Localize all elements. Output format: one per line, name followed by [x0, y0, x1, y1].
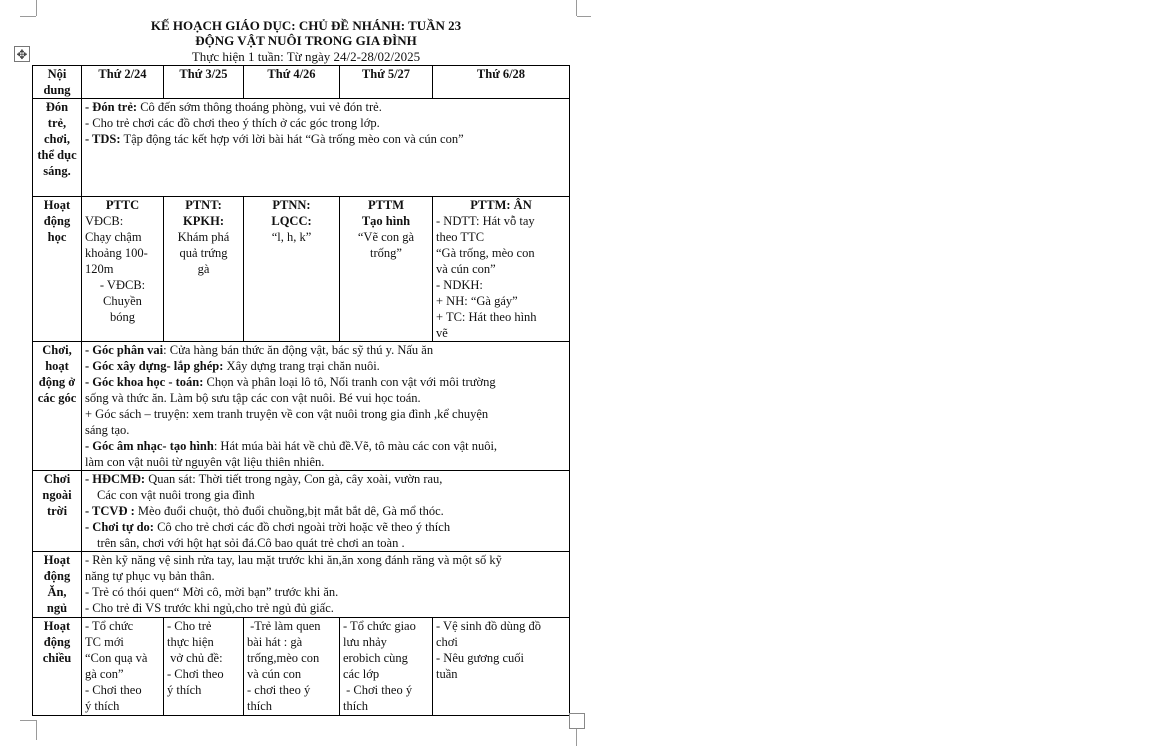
- row-corners: [33, 342, 570, 471]
- learning-fri: [433, 197, 570, 342]
- eat-sleep-l4: - Cho trẻ đi VS trước khi ngủ,cho trẻ ngủ đủ giấc.: [85, 601, 334, 615]
- afternoon-thu-line: thích: [343, 699, 368, 713]
- afternoon-thu: [340, 618, 433, 716]
- learning-fri-line: + TC: Hát theo hình: [436, 310, 537, 324]
- learning-mon: [82, 197, 164, 342]
- corners-l3-title: - Góc khoa học - toán:: [85, 375, 204, 389]
- learning-fri-line: + NH: “Gà gáy”: [436, 294, 518, 308]
- learning-mon-line: bóng: [110, 310, 135, 324]
- table-resize-handle-icon[interactable]: [569, 713, 585, 729]
- crop-mark: [20, 16, 36, 17]
- crop-mark: [36, 0, 37, 16]
- crop-mark: [576, 0, 577, 16]
- lesson-plan-table: [32, 65, 570, 716]
- welcome-l3-title: - TDS:: [85, 132, 121, 146]
- row-label-afternoon: Hoạt động chiều: [33, 618, 82, 716]
- learning-thu-subtitle: Tạo hình: [361, 214, 411, 228]
- header-day-wed: Thứ 4/26: [244, 66, 340, 99]
- learning-tue-line: Khám phá: [177, 230, 230, 244]
- learning-fri-line: vẽ: [436, 326, 448, 340]
- learning-wed-subtitle: LQCC:: [271, 214, 312, 228]
- corners-l8: làm con vật nuôi từ nguyên vật liệu thiên nhiên.: [85, 455, 325, 469]
- afternoon-wed-line: và cún con: [247, 667, 302, 681]
- learning-thu-line: trống”: [370, 246, 402, 260]
- learning-thu-line: “Vẽ con gà: [357, 230, 415, 244]
- learning-tue-line: gà: [197, 262, 210, 276]
- learning-mon-line: VĐCB:: [85, 214, 124, 228]
- afternoon-mon-line: ý thích: [85, 699, 120, 713]
- welcome-content: [82, 99, 570, 197]
- row-outdoor: [33, 471, 570, 552]
- welcome-l1: Cô đến sớm thông thoáng phòng, vui vẻ đón trẻ.: [137, 100, 382, 114]
- row-afternoon: [33, 618, 570, 716]
- afternoon-thu-line: lưu nhảy: [343, 635, 387, 649]
- outdoor-l3-title: - TCVĐ :: [85, 504, 135, 518]
- header-content-label: Nội dung: [33, 66, 82, 99]
- afternoon-wed-line: thích: [247, 699, 272, 713]
- outdoor-l1: Quan sát: Thời tiết trong ngày, Con gà, cây xoài, vườn rau,: [145, 472, 443, 486]
- crop-mark: [20, 720, 36, 721]
- corners-l7: : Hát múa bài hát về chủ đề.Vẽ, tô màu các con vật nuôi,: [213, 439, 498, 453]
- learning-mon-line: Chạy chậm: [85, 230, 142, 244]
- afternoon-fri-line: chơi: [436, 635, 458, 649]
- doc-topic: ĐỘNG VẬT NUÔI TRONG GIA ĐÌNH: [195, 33, 417, 48]
- learning-mon-line: Chuyền: [103, 294, 142, 308]
- move-handle-icon[interactable]: ✥: [14, 46, 30, 62]
- corners-l7-title: - Góc âm nhạc- tạo hình: [85, 439, 214, 453]
- crop-mark: [576, 726, 577, 746]
- learning-thu: [340, 197, 433, 342]
- afternoon-wed-line: bài hát : gà: [247, 635, 303, 649]
- row-label-learning: Hoạt động học: [33, 197, 82, 342]
- learning-tue-title: PTNT:: [185, 198, 222, 212]
- welcome-l1-title: - Đón trẻ:: [85, 100, 138, 114]
- afternoon-mon-line: gà con”: [85, 667, 124, 681]
- corners-l5: + Góc sách – truyện: xem tranh truyện về con vật nuôi trong gia đình ,kể chuyện: [85, 407, 489, 421]
- eat-sleep-content: [82, 552, 570, 618]
- doc-date-range: Thực hiện 1 tuần: Từ ngày 24/2-28/02/2025: [191, 49, 421, 64]
- crop-mark: [577, 16, 591, 17]
- afternoon-thu-line: - Chơi theo ý: [343, 683, 413, 697]
- row-label-corners: Chơi, hoạt động ở các góc: [33, 342, 82, 471]
- learning-mon-line: 120m: [85, 262, 114, 276]
- eat-sleep-l3: - Trẻ có thói quen“ Mời cô, mời bạn” trước khi ăn.: [85, 585, 339, 599]
- afternoon-mon: [82, 618, 164, 716]
- afternoon-thu-line: các lớp: [343, 667, 380, 681]
- afternoon-mon-line: “Con quạ và: [85, 651, 148, 665]
- afternoon-tue: [164, 618, 244, 716]
- afternoon-tue-line: thực hiện: [167, 635, 214, 649]
- crop-mark: [36, 720, 37, 740]
- afternoon-tue-line: - Cho trẻ: [167, 619, 212, 633]
- row-label-outdoor: Chơi ngoài trời: [33, 471, 82, 552]
- welcome-l3: Tập động tác kết hợp với lời bài hát “Gà trống mèo con và cún con”: [120, 132, 464, 146]
- corners-l1: : Cửa hàng bán thức ăn động vật, bác sỹ thú y. Nấu ăn: [163, 343, 434, 357]
- learning-tue-subtitle: KPKH:: [183, 214, 224, 228]
- corners-l6: sáng tạo.: [85, 423, 130, 437]
- afternoon-tue-line: vở chủ đề:: [167, 651, 223, 665]
- outdoor-content: [82, 471, 570, 552]
- header-day-mon: Thứ 2/24: [82, 66, 164, 99]
- learning-wed-title: PTNN:: [272, 198, 311, 212]
- row-label-eat-sleep: Hoạt động Ăn, ngủ: [33, 552, 82, 618]
- learning-tue: [164, 197, 244, 342]
- learning-mon-title: PTTC: [105, 198, 140, 212]
- afternoon-wed-line: -Trẻ làm quen: [247, 619, 321, 633]
- learning-fri-line: theo TTC: [436, 230, 485, 244]
- learning-wed: [244, 197, 340, 342]
- afternoon-fri-line: tuần: [436, 667, 458, 681]
- header-day-tue: Thứ 3/25: [164, 66, 244, 99]
- row-eat-sleep: [33, 552, 570, 618]
- afternoon-mon-line: - Chơi theo: [85, 683, 142, 697]
- learning-fri-title: PTTM: ÂN: [470, 198, 532, 212]
- welcome-l2: - Cho trẻ chơi các đồ chơi theo ý thích ở các góc trong lớp.: [85, 116, 380, 130]
- afternoon-wed: [244, 618, 340, 716]
- row-learning: [33, 197, 570, 342]
- row-label-welcome: Đón trẻ, chơi, thể dục sáng.: [33, 99, 82, 197]
- learning-thu-title: PTTM: [367, 198, 405, 212]
- afternoon-wed-line: - chơi theo ý: [247, 683, 311, 697]
- learning-mon-line: - VĐCB:: [99, 278, 146, 292]
- learning-fri-line: và cún con”: [436, 262, 496, 276]
- learning-fri-line: - NDKH:: [436, 278, 483, 292]
- outdoor-l3: Mèo đuổi chuột, thỏ đuổi chuồng,bịt mắt bắt dê, Gà mổ thóc.: [134, 504, 444, 518]
- corners-l2: Xây dựng trang trại chăn nuôi.: [223, 359, 380, 373]
- afternoon-fri: [433, 618, 570, 716]
- table-header-row: [33, 66, 570, 99]
- outdoor-l5: trên sân, chơi với hột hạt sỏi đá.Cô bao quát trẻ chơi an toàn .: [97, 536, 405, 550]
- afternoon-wed-line: trống,mèo con: [247, 651, 320, 665]
- learning-fri-line: “Gà trống, mèo con: [436, 246, 535, 260]
- corners-l4: sống và thức ăn. Làm bộ sưu tập các con vật nuôi. Bé vui học toán.: [85, 391, 421, 405]
- afternoon-tue-line: ý thích: [167, 683, 202, 697]
- doc-title: KẾ HOẠCH GIÁO DỤC: CHỦ ĐỀ NHÁNH: TUẦN 23: [150, 18, 462, 33]
- eat-sleep-l2: năng tự phục vụ bản thân.: [85, 569, 215, 583]
- outdoor-l4: Cô cho trẻ chơi các đồ chơi ngoài trời hoặc vẽ theo ý thích: [153, 520, 451, 534]
- afternoon-fri-line: - Nêu gương cuối: [436, 651, 525, 665]
- eat-sleep-l1: - Rèn kỹ năng vệ sinh rửa tay, lau mặt trước khi ăn,ăn xong đánh răng và một số kỹ: [85, 553, 502, 567]
- outdoor-l1-title: - HĐCMĐ:: [85, 472, 146, 486]
- corners-l1-title: - Góc phân vai: [85, 343, 164, 357]
- afternoon-mon-line: TC mới: [85, 635, 124, 649]
- afternoon-mon-line: - Tổ chức: [85, 619, 134, 633]
- afternoon-thu-line: - Tổ chức giao: [343, 619, 416, 633]
- learning-wed-line: “l, h, k”: [271, 230, 312, 244]
- outdoor-l2: Các con vật nuôi trong gia đình: [97, 488, 255, 502]
- outdoor-l4-title: - Chơi tự do:: [85, 520, 154, 534]
- header-day-thu: Thứ 5/27: [340, 66, 433, 99]
- row-welcome: [33, 99, 570, 197]
- afternoon-fri-line: - Vệ sinh đồ dùng đồ: [436, 619, 541, 633]
- afternoon-thu-line: erobich cùng: [343, 651, 408, 665]
- header-day-fri: Thứ 6/28: [433, 66, 570, 99]
- learning-fri-line: - NDTT: Hát vỗ tay: [436, 214, 535, 228]
- learning-mon-line: khoảng 100-: [85, 246, 148, 260]
- learning-tue-line: quả trứng: [179, 246, 228, 260]
- corners-l2-title: - Góc xây dựng- lắp ghép:: [85, 359, 224, 373]
- corners-content: [82, 342, 570, 471]
- afternoon-tue-line: - Chơi theo: [167, 667, 224, 681]
- corners-l3: Chọn và phân loại lô tô, Nối tranh con vật với môi trường: [203, 375, 496, 389]
